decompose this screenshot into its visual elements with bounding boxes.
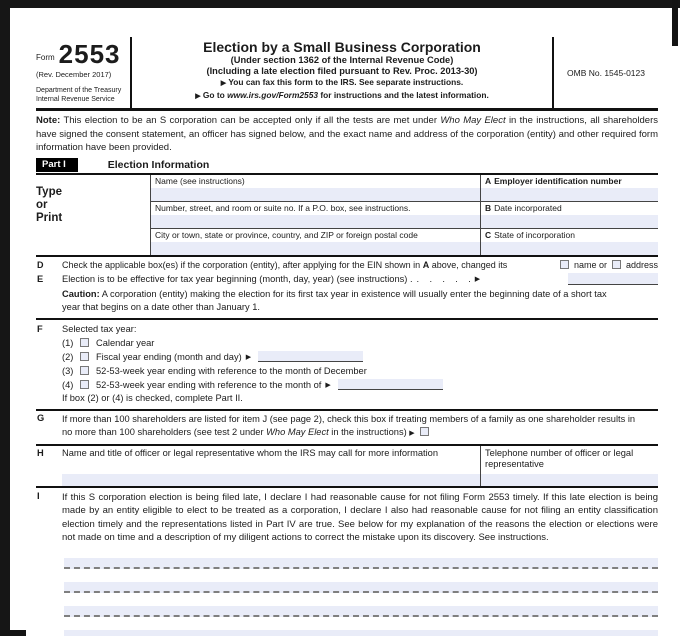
page-edge xyxy=(10,558,20,636)
telephone-input[interactable] xyxy=(481,474,658,486)
row-f-footer: If box (2) or (4) is checked, complete Part II. xyxy=(62,392,243,403)
form-word: Form xyxy=(36,53,55,62)
type-or-print-label: Type or Print xyxy=(36,185,63,224)
part1-badge: Part I xyxy=(36,158,78,172)
city-input[interactable] xyxy=(151,242,480,255)
city-label: City or town, state or province, country, and ZIP or foreign postal code xyxy=(155,229,418,240)
entity-info-section xyxy=(36,175,658,257)
scan-edge-top-right xyxy=(672,0,678,46)
explanation-line-3[interactable] xyxy=(64,606,658,617)
ein-input[interactable] xyxy=(481,188,658,201)
dept-irs: Internal Revenue Service xyxy=(36,95,115,103)
tax-year-option-2: (2) Fiscal year ending (month and day) ▶ xyxy=(62,350,658,364)
row-i-letter: I xyxy=(37,490,40,502)
fax-instruction: ▶ You can fax this form to the IRS. See separate instructions. xyxy=(220,77,464,87)
form-id-block xyxy=(36,37,130,108)
omb-number: OMB No. 1545-0123 xyxy=(567,67,645,78)
state-incorporation-label: C State of incorporation xyxy=(485,229,575,240)
calendar-year-checkbox[interactable] xyxy=(80,338,89,347)
row-e-letter: E xyxy=(37,273,44,284)
row-f-letter: F xyxy=(37,323,43,334)
telephone-label: Telephone number of officer or legal representative xyxy=(485,447,634,469)
row-g xyxy=(36,409,658,444)
week-year-other-label: 52-53-week year ending with reference to the month of xyxy=(96,379,322,390)
row-e-text: Election is to be effective for tax year beginning (month, day, year) (see instructions) . xyxy=(62,273,413,284)
address-change-label: address xyxy=(625,259,658,270)
fiscal-year-label: Fiscal year ending (month and day) xyxy=(96,351,242,362)
week-year-month-input[interactable] xyxy=(338,379,443,390)
week-year-december-label: 52-53-week year ending with reference to the month of December xyxy=(96,365,367,376)
form-number: 2553 xyxy=(58,39,121,69)
row-d xyxy=(36,257,658,272)
dot-leader: . . . . . xyxy=(416,273,471,284)
week-year-december-checkbox[interactable] xyxy=(80,366,89,375)
form-title: Election by a Small Business Corporation xyxy=(203,39,481,55)
row-f xyxy=(36,318,658,406)
officer-name-label: Name and title of officer or legal representative whom the IRS may call for more information xyxy=(62,447,439,458)
row-d-letter: D xyxy=(37,259,44,270)
arrow-icon: ▶ xyxy=(325,381,331,389)
name-change-label: name or xyxy=(573,259,607,270)
form-header xyxy=(36,37,658,111)
row-h-letter: H xyxy=(37,447,44,458)
caution-paragraph: Caution: A corporation (entity) making the election for its first tax year in existence will usually enter the beginning date of a short tax year that begins on a date other than January 1. xyxy=(62,288,607,312)
scan-edge-bottom-left xyxy=(0,630,26,636)
calendar-year-label: Calendar year xyxy=(96,337,155,348)
week-year-other-checkbox[interactable] xyxy=(80,380,89,389)
ein-label: A Employer identification number xyxy=(485,175,622,186)
arrow-icon: ▶ xyxy=(195,92,201,100)
fiscal-year-ending-input[interactable] xyxy=(258,351,363,362)
part1-title: Election Information xyxy=(107,158,210,171)
street-row xyxy=(151,202,658,229)
goto-instruction: ▶ Go to www.irs.gov/Form2553 for instructions and the latest information. xyxy=(195,89,489,100)
state-incorporation-input[interactable] xyxy=(481,242,658,255)
part1-header xyxy=(36,158,658,175)
arrow-icon: ▶ xyxy=(474,275,481,283)
row-f-title: Selected tax year: xyxy=(62,323,137,334)
street-input[interactable] xyxy=(151,215,480,228)
officer-name-input[interactable] xyxy=(62,474,480,486)
row-i xyxy=(36,486,658,545)
family-shareholder-checkbox[interactable] xyxy=(420,427,429,436)
arrow-icon: ▶ xyxy=(245,353,252,361)
form-subtitle-1: (Under section 1362 of the Internal Revenue Code) xyxy=(230,55,454,65)
form-page xyxy=(10,8,680,636)
dept-treasury: Department of the Treasury xyxy=(36,87,122,94)
name-change-checkbox[interactable] xyxy=(560,260,569,269)
tax-year-option-1: (1) Calendar year xyxy=(62,337,155,348)
effective-date-input[interactable] xyxy=(568,273,658,285)
arrow-icon: ▶ xyxy=(220,80,227,87)
name-row xyxy=(151,175,658,202)
arrow-icon: ▶ xyxy=(409,430,415,437)
explanation-line-1[interactable] xyxy=(64,558,658,569)
revision-date: (Rev. December 2017) xyxy=(36,70,112,79)
name-label: Name (see instructions) xyxy=(155,175,245,186)
late-election-declaration: If this S corporation election is being filed late, I declare I had reasonable cause for not filing Form 2553 timely. If this late election is being made by an entity eligible to elect to be treated as a corporation, I declare I also had reasonable cause for not filing an entity classification election timely and the representations listed in Part IV are true. See below for my explanation of the reasons the election or elections were not made on time and a description of my diligent actions to correct the mistake upon its discovery. See instructions. xyxy=(62,491,658,543)
date-incorporated-input[interactable] xyxy=(481,215,658,228)
explanation-line-4[interactable] xyxy=(64,630,658,636)
row-d-text: Check the applicable box(es) if the corporation (entity), after applying for the EIN shown in A above, changed its xyxy=(62,259,508,270)
tax-year-option-3: (3) 52-53-week year ending with reference to the month of December xyxy=(62,365,367,376)
row-g-text: If more than 100 shareholders are listed for item J (see page 2), check this box if treating members of a family as one shareholder results in no more than 100 shareholders (see test 2 under Who May Elect in the instructions) ▶ xyxy=(62,413,636,437)
row-g-letter: G xyxy=(37,412,45,423)
explanation-line-2[interactable] xyxy=(64,582,658,593)
city-row xyxy=(151,229,658,255)
row-h xyxy=(36,444,658,486)
date-incorporated-label: B Date incorporated xyxy=(485,202,562,213)
name-input[interactable] xyxy=(151,188,480,201)
street-label: Number, street, and room or suite no. If a P.O. box, see instructions. xyxy=(155,202,411,213)
note-paragraph: Note: This election to be an S corporation can be accepted only if all the tests are met under Who May Elect in the instructions, all shareholders have signed the consent statement, an officer has signed below, and the exact name and address of the corporation (entity) and other required form information have been provided. xyxy=(36,115,658,153)
tax-year-option-4: (4) 52-53-week year ending with reference to the month of ▶ xyxy=(62,378,658,392)
explanation-lines xyxy=(64,558,658,636)
address-change-checkbox[interactable] xyxy=(612,260,621,269)
fiscal-year-checkbox[interactable] xyxy=(80,352,89,361)
row-e xyxy=(36,272,658,286)
irs-url: www.irs.gov/Form2553 xyxy=(227,89,319,100)
form-title-block xyxy=(130,37,554,108)
form-subtitle-2: (Including a late election filed pursuant to Rev. Proc. 2013-30) xyxy=(206,66,478,76)
